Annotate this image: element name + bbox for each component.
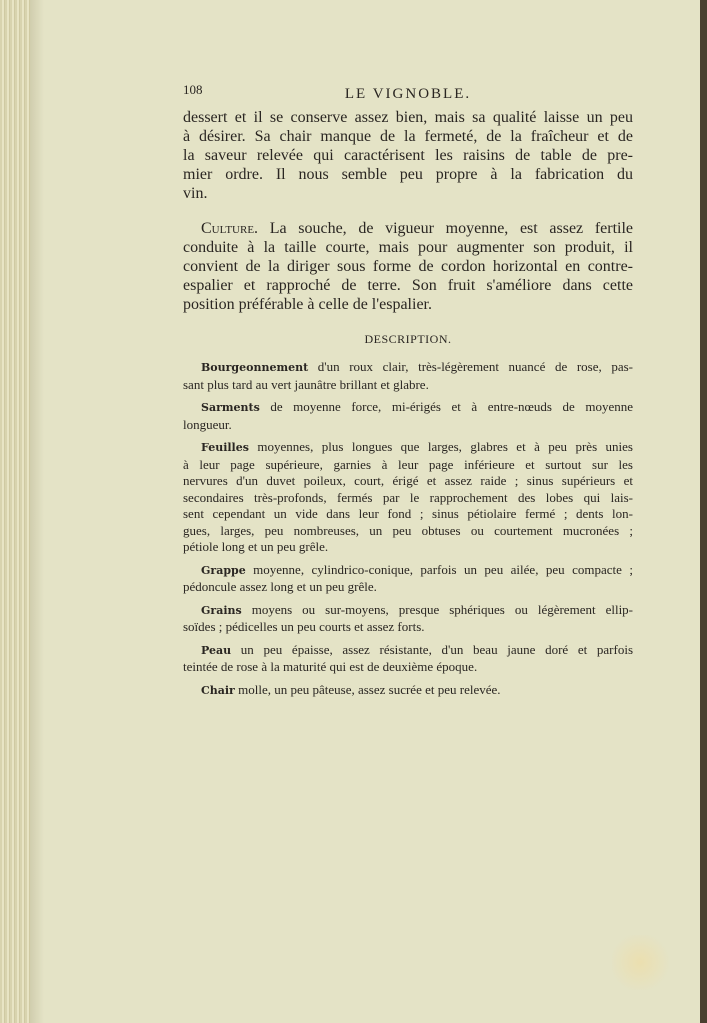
- entry-term: Grappe: [201, 563, 246, 577]
- text-line: sant plus tard au vert jaunâtre brillant et glabre.: [183, 376, 429, 392]
- text-line: gues, larges, peu nombreuses, un peu obtuses ou courtement mucronées ;: [183, 522, 633, 538]
- text-line: [183, 682, 633, 700]
- text-line: [183, 219, 633, 238]
- running-title: LE VIGNOBLE.: [344, 86, 472, 102]
- text-line: à désirer. Sa chair manque de la fermeté, de la fraîcheur et de: [183, 128, 633, 145]
- page-number: 108: [183, 82, 203, 97]
- entry-term: Feuilles: [201, 441, 249, 454]
- text-span: molle, un peu pâteuse, assez sucrée et peu relevée.: [238, 681, 501, 697]
- description-entry: [183, 602, 633, 636]
- text-line: [183, 642, 633, 660]
- description-entries: [183, 359, 633, 699]
- entry-term: Peau: [201, 643, 232, 657]
- text-span: de moyenne force, mi-érigés et à entre-nœuds de moyenne: [270, 399, 633, 414]
- text-line: teintée de rose à la maturité qui est de deuxième époque.: [183, 659, 478, 674]
- description-entry: [183, 439, 633, 556]
- culture-label: Culture.: [201, 220, 259, 237]
- text-line: pédoncule assez long et un peu grêle.: [183, 579, 377, 594]
- entry-term: Bourgeonnement: [201, 361, 309, 374]
- book-page: [183, 80, 633, 705]
- description-entry: [183, 562, 633, 596]
- text-line: soïdes ; pédicelles un peu courts et assez forts.: [183, 619, 425, 634]
- text-line: longueur.: [183, 416, 232, 432]
- page-stack-edge: [0, 0, 30, 1023]
- text-span: d'un roux clair, très-légèrement nuancé de rose, pas-: [317, 359, 634, 374]
- text-span: moyennes, plus longues que larges, glabres et à peu près unies: [257, 439, 633, 454]
- text-line: convient de la diriger sous forme de cordon horizontal en contre-: [183, 258, 633, 275]
- text-line: secondaires très-profonds, fermés par le rapprochement des lobes qui lais-: [183, 489, 633, 505]
- entry-term: Sarments: [201, 401, 260, 414]
- paper-stain: [612, 935, 682, 990]
- text-line: dessert et il se conserve assez bien, mais sa qualité laisse un peu: [183, 109, 633, 126]
- text-span: moyens ou sur-moyens, presque sphériques ou légèrement ellip-: [251, 601, 634, 617]
- culture-paragraph: [183, 219, 633, 314]
- text-line: [183, 439, 633, 457]
- text-line: [183, 399, 633, 417]
- description-entry: [183, 682, 633, 700]
- text-line: à leur page supérieure, garnies à leur page inférieure et surtout sur les: [183, 456, 633, 472]
- section-heading: DESCRIPTION.: [364, 332, 452, 346]
- page-header: [183, 80, 633, 106]
- book-edge: [700, 0, 707, 1023]
- text-span: moyenne, cylindrico-conique, parfois un peu ailée, peu compacte ;: [253, 561, 634, 577]
- text-line: pétiole long et un peu grêle.: [183, 539, 329, 554]
- text-line: sent cependant un vide dans leur fond ; sinus pétiolaire fermé ; dents lon-: [183, 506, 633, 521]
- text-line: [183, 359, 633, 377]
- intro-paragraph: [183, 108, 633, 203]
- text-line: [183, 562, 633, 580]
- description-entry: [183, 642, 633, 676]
- text-line: mier ordre. Il nous semble peu propre à la fabrication du: [183, 166, 633, 183]
- text-line: nervures d'un duvet poileux, court, érigé et assez raide ; sinus supérieurs et: [183, 473, 633, 488]
- text-line: position préférable à celle de l'espalier.: [183, 296, 432, 313]
- entry-term: Grains: [201, 603, 242, 617]
- gutter-shadow: [30, 0, 44, 1023]
- text-line: la saveur relevée qui caractérisent les raisins de table de pre-: [183, 147, 633, 164]
- text-span: un peu épaisse, assez résistante, d'un beau jaune doré et parfois: [240, 641, 634, 657]
- description-entry: [183, 399, 633, 433]
- text-line: [183, 602, 633, 620]
- text-span: La souche, de vigueur moyenne, est assez fertile: [269, 220, 634, 237]
- text-line: conduite à la taille courte, mais pour augmenter son produit, il: [183, 239, 633, 256]
- text-line: vin.: [183, 185, 208, 202]
- text-line: espalier et rapproché de terre. Son fruit s'améliore dans cette: [183, 277, 633, 294]
- description-entry: [183, 359, 633, 393]
- entry-term: Chair: [201, 683, 235, 697]
